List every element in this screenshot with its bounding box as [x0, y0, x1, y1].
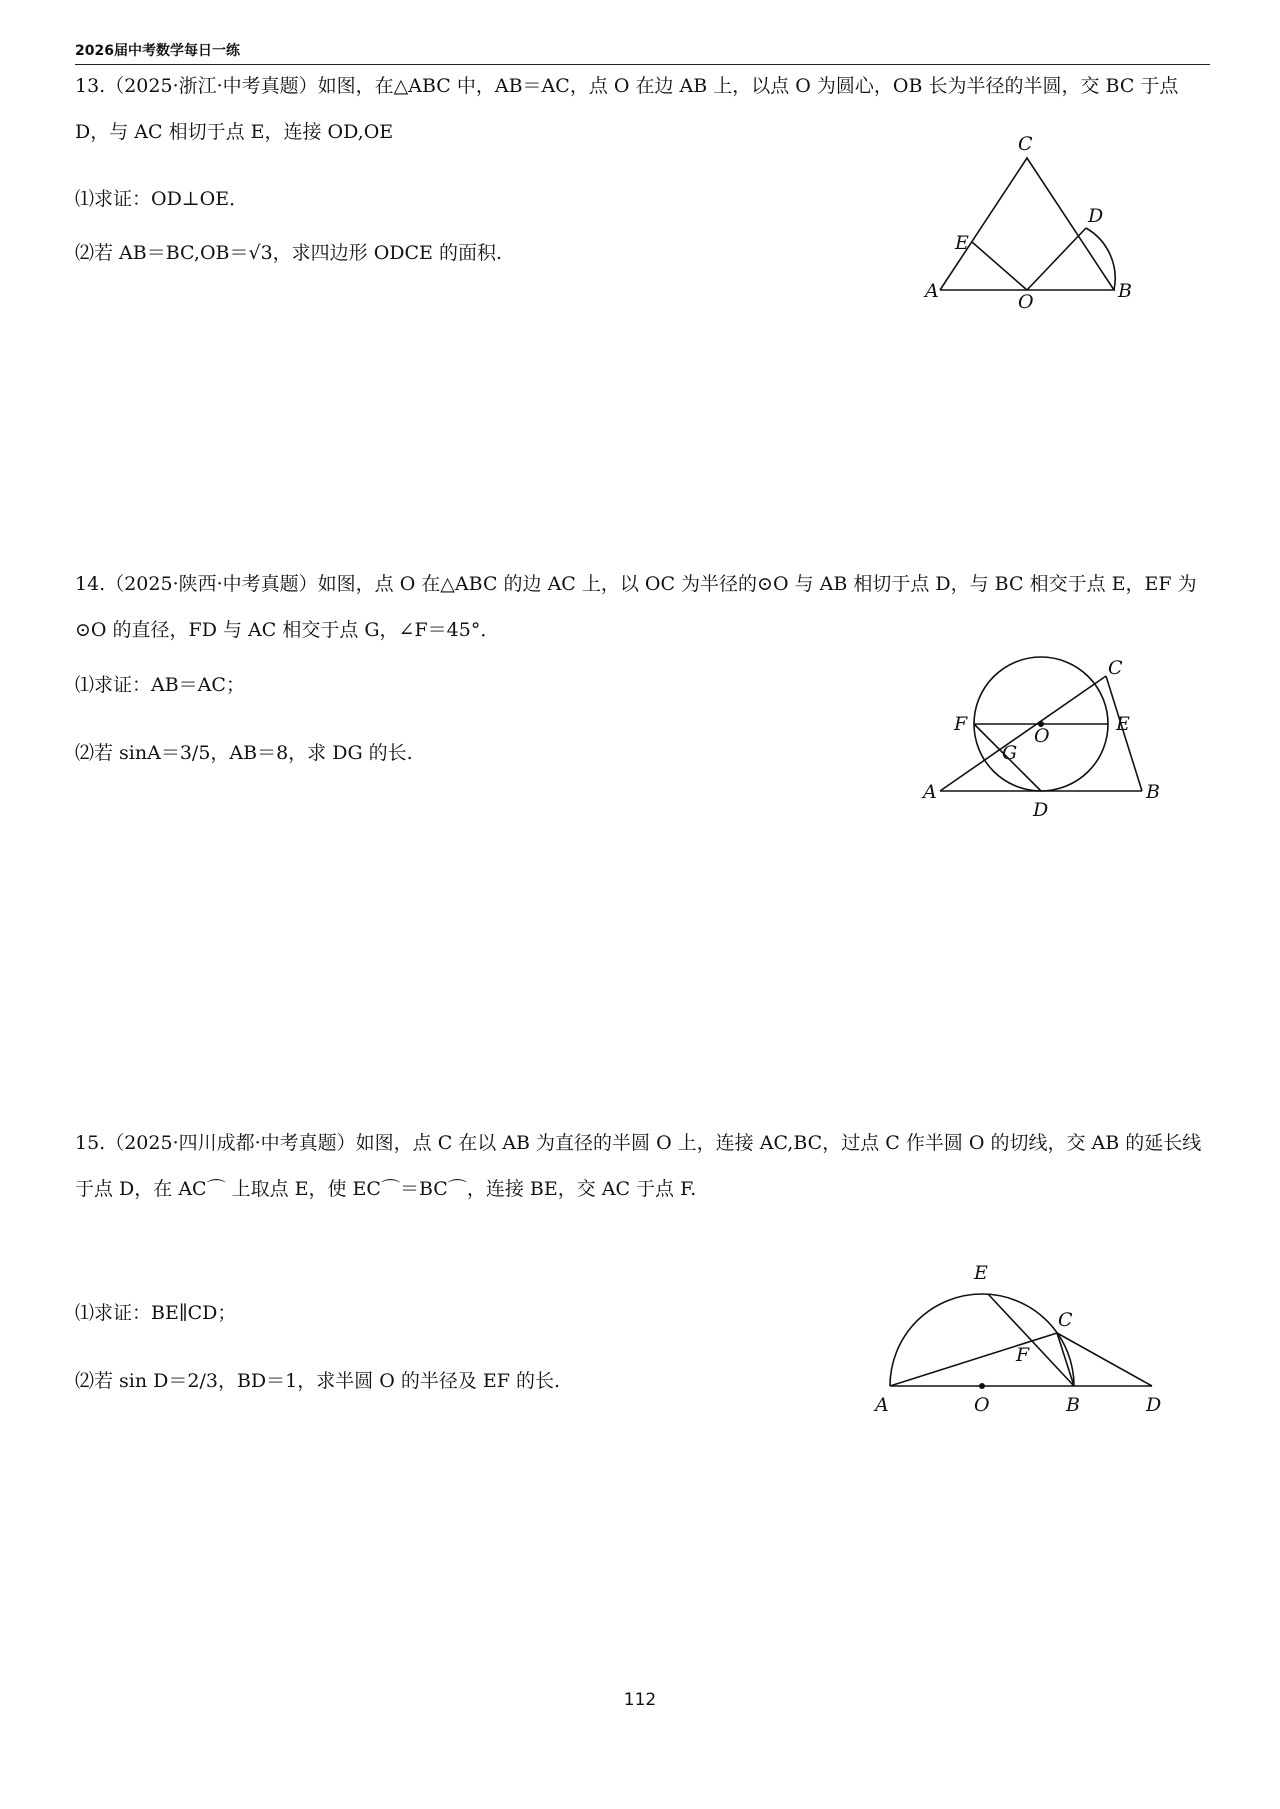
- question-14-figure: [920, 650, 1160, 829]
- q13-label-o: O: [1018, 291, 1034, 313]
- q14-label-f: F: [954, 713, 968, 735]
- question-14-part-1: ⑴求证：AB＝AC；: [75, 674, 245, 696]
- question-13-part-1: ⑴求证：OD⊥OE．: [75, 188, 249, 210]
- q14-label-o: O: [1034, 725, 1050, 747]
- q15-label-c: C: [1058, 1309, 1073, 1331]
- q15-label-d: D: [1146, 1394, 1162, 1416]
- q14-label-e: E: [1116, 713, 1130, 735]
- question-15-part-2: ⑵若 sin D＝2/3，BD＝1，求半圆 O 的半径及 EF 的长.: [75, 1370, 561, 1392]
- q15-label-o: O: [974, 1394, 990, 1416]
- q13-label-b: B: [1118, 280, 1132, 302]
- question-15-figure: [870, 1255, 1170, 1419]
- q14-label-g: G: [1002, 742, 1018, 764]
- q15-label-a: A: [875, 1394, 889, 1416]
- question-13-figure: [920, 130, 1150, 313]
- q13-label-a: A: [925, 280, 939, 302]
- question-13-body: 13.（2025·浙江·中考真题）如图，在△ABC 中，AB＝AC，点 O 在边 AB 上，以点 O 为圆心，OB 长为半径的半圆，交 BC 于点 D，与 AC 相切于点 E，连接 OD,OE: [75, 75, 1179, 143]
- q15-center-dot: [979, 1383, 985, 1389]
- page-header: 2026届中考数学每日一练: [75, 43, 240, 59]
- q13-label-c: C: [1018, 133, 1033, 155]
- page-number: 112: [623, 1690, 657, 1710]
- q13-segment-oe: [972, 242, 1027, 290]
- q14-label-b: B: [1146, 781, 1160, 803]
- question-13-part-2: ⑵若 AB＝BC,OB＝√3，求四边形 ODCE 的面积.: [75, 242, 503, 264]
- q14-label-c: C: [1108, 657, 1123, 679]
- question-15-part-1: ⑴求证：BE∥CD；: [75, 1302, 237, 1324]
- q15-label-e: E: [974, 1262, 988, 1284]
- q15-label-f: F: [1016, 1344, 1030, 1366]
- q13-label-d: D: [1088, 205, 1104, 227]
- question-14-body: 14.（2025·陕西·中考真题）如图，点 O 在△ABC 的边 AC 上，以 OC 为半径的⊙O 与 AB 相切于点 D，与 BC 相交于点 E，EF 为⊙O 的直径，FD 与 AC 相交于点 G，∠F＝45°．: [75, 573, 1197, 641]
- question-15-body: 15.（2025·四川成都·中考真题）如图，点 C 在以 AB 为直径的半圆 O 上，连接 AC,BC，过点 C 作半圆 O 的切线，交 AB 的延长线于点 D，在 AC⌒ 上取点 E，使 EC⌒＝BC⌒，连接 BE，交 AC 于点 F.: [75, 1132, 1202, 1200]
- q14-label-d: D: [1033, 799, 1049, 821]
- q13-segment-od: [1027, 228, 1086, 290]
- q14-label-a: A: [923, 781, 937, 803]
- q15-label-b: B: [1066, 1394, 1080, 1416]
- question-14-part-2: ⑵若 sinA＝3/5，AB＝8，求 DG 的长.: [75, 742, 413, 764]
- q13-label-e: E: [955, 232, 969, 254]
- q13-semicircle-arc: [1086, 228, 1115, 290]
- q15-semicircle: [890, 1294, 1074, 1386]
